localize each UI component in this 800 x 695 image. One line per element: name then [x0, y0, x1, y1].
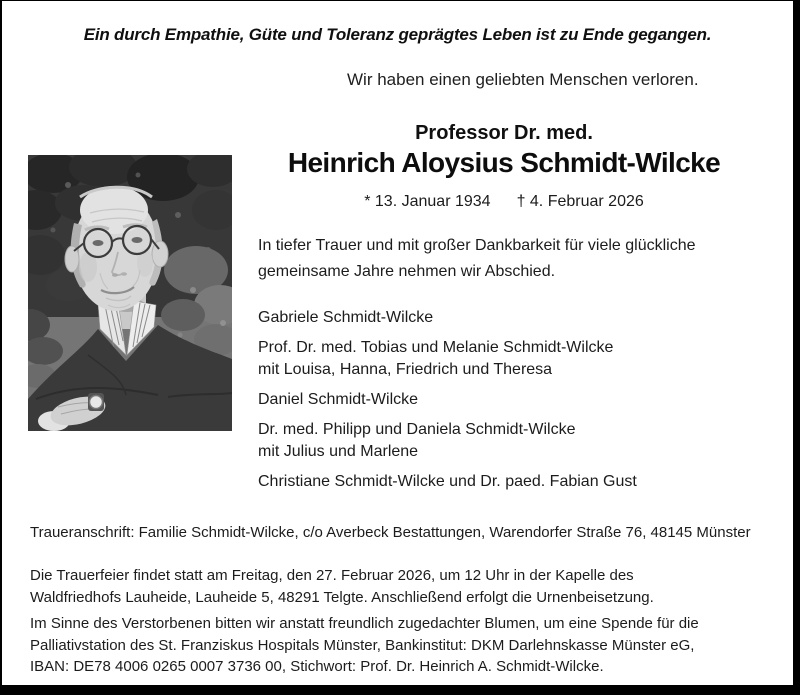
announcement-column [258, 121, 750, 541]
intro-line: Wir haben einen geliebten Menschen verloren. [347, 70, 699, 89]
donation-line: Palliativstation des St. Franziskus Hospitals Münster, Bankinstitut: DKM Darlehnskasse Münster eG, [30, 636, 695, 654]
mourner-names: Christiane Schmidt-Wilcke und Dr. paed. Fabian Gust [258, 473, 637, 490]
service-line: Die Trauerfeier findet statt am Freitag, den 27. Februar 2026, um 12 Uhr in der Kapelle des [30, 567, 634, 584]
motto-line: Ein durch Empathie, Güte und Toleranz geprägtes Leben ist zu Ende gegangen. [83, 25, 712, 44]
mourner-children: mit Louisa, Hanna, Friedrich und Theresa [258, 361, 553, 378]
funeral-service-info [30, 565, 654, 608]
mourner-entry [258, 389, 637, 411]
mourners-list [258, 307, 637, 501]
portrait-photo [28, 155, 232, 431]
donation-info [30, 613, 699, 678]
mourner-entry [258, 419, 637, 463]
condolence-text [258, 233, 696, 284]
mourner-names: Daniel Schmidt-Wilcke [258, 391, 419, 408]
mourner-entry [258, 307, 637, 329]
mourner-names: Prof. Dr. med. Tobias und Melanie Schmidt-Wilcke [258, 339, 614, 356]
portrait-illustration [28, 155, 232, 431]
service-line: Waldfriedhofs Lauheide, Lauheide 5, 48291 Telgte. Anschließend erfolgt die Urnenbeisetzung. [30, 588, 654, 606]
mourning-address: Traueranschrift: Familie Schmidt-Wilcke, c/o Averbeck Bestattungen, Warendorfer Straße 76, 48145 Münster [30, 524, 751, 541]
donation-line: IBAN: DE78 4006 0265 0007 3736 00, Stichwort: Prof. Dr. Heinrich A. Schmidt-Wilcke. [30, 658, 604, 675]
wristwatch [88, 393, 104, 411]
donation-line: Im Sinne des Verstorbenen bitten wir anstatt freundlich zugedachter Blumen, um eine Spende für die [30, 615, 699, 632]
mourner-names: Gabriele Schmidt-Wilcke [258, 309, 434, 326]
condolence-line: In tiefer Trauer und mit großer Dankbarkeit für viele glückliche [258, 237, 696, 254]
deceased-name: Heinrich Aloysius Schmidt-Wilcke [287, 147, 721, 178]
condolence-line: gemeinsame Jahre nehmen wir Abschied. [258, 262, 556, 280]
death-date: † 4. Februar 2026 [516, 193, 644, 210]
obituary-card [2, 1, 793, 685]
birth-date: * 13. Januar 1934 [364, 193, 491, 210]
mourner-names: Dr. med. Philipp und Daniela Schmidt-Wilcke [258, 421, 576, 438]
mourner-entry [258, 471, 637, 493]
life-dates [258, 191, 750, 213]
mourner-entry [258, 337, 637, 381]
deceased-title-prefix: Professor Dr. med. [415, 122, 593, 144]
mourner-children: mit Julius und Marlene [258, 443, 419, 460]
